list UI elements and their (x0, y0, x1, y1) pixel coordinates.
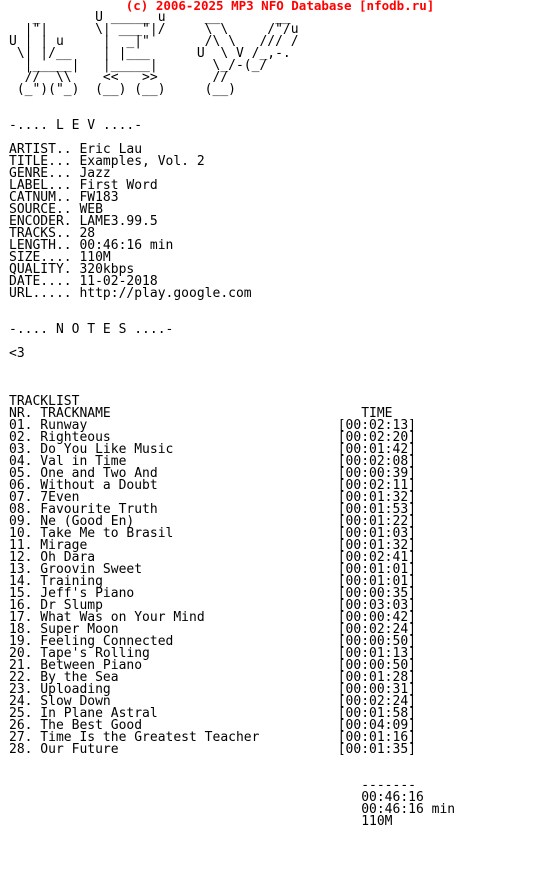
nfo-line (9, 336, 455, 348)
nfo-line: SIZE.... 110M (9, 250, 111, 265)
nfo-line: CATNUM.. FW183 (9, 190, 119, 205)
nfo-line: 12. Oh Dara [00:02:41] (9, 550, 416, 565)
nfo-line (9, 372, 455, 384)
nfo-line: GENRE... Jazz (9, 166, 111, 181)
nfo-line: 21. Between Piano [00:00:50] (9, 658, 416, 673)
nfo-line: // \\ << >> // (9, 70, 229, 85)
nfo-line: 10. Take Me to Brasil [00:01:03] (9, 526, 416, 541)
nfo-line: (_")("_) (__) (__) (__) (9, 82, 236, 97)
nfo-line: U | | u | _|" /\ \ /// / (9, 34, 299, 49)
nfo-line: 28. Our Future [00:01:35] (9, 742, 416, 757)
nfo-line: 08. Favourite Truth [00:01:53] (9, 502, 416, 517)
nfo-line: LENGTH.. 00:46:16 min (9, 238, 174, 253)
site-header: (c) 2006-2025 MP3 NFO Database [nfodb.ru] (125, 0, 435, 13)
nfo-line: 27. Time Is the Greatest Teacher [00:01:16] (9, 730, 416, 745)
nfo-line: 23. Uploading [00:00:31] (9, 682, 416, 697)
nfo-line: 09. Ne (Good En) [00:01:22] (9, 514, 416, 529)
nfo-line: 25. In Plane Astral [00:01:58] (9, 706, 416, 721)
nfo-line: 02. Righteous [00:02:20] (9, 430, 416, 445)
nfo-line (9, 360, 455, 372)
nfo-line: TITLE... Examples, Vol. 2 (9, 154, 205, 169)
nfo-line: 15. Jeff's Piano [00:00:35] (9, 586, 416, 601)
nfo-line: 01. Runway [00:02:13] (9, 418, 416, 433)
nfo-line: 00:46:16 min (9, 802, 456, 817)
nfo-line: LABEL... First Word (9, 178, 158, 193)
nfo-line: <3 (9, 346, 25, 361)
nfo-line: ARTIST.. Eric Lau (9, 142, 143, 157)
nfo-line: 26. The Best Good [00:04:09] (9, 718, 416, 733)
nfo-text (9, 12, 455, 828)
nfo-line: 14. Training [00:01:01] (9, 574, 416, 589)
nfo-line: |_____| |_____| \_/-(_/ (9, 58, 268, 73)
nfo-line: 04. Val in Time [00:02:08] (9, 454, 416, 469)
nfo-line: 03. Do You Like Music [00:01:42] (9, 442, 416, 457)
nfo-line: _ U _____ u __ __ (9, 10, 291, 25)
nfo-line: 13. Groovin Sweet [00:01:01] (9, 562, 416, 577)
nfo-line: \| |/__ | |___ U \ V /_,-. (9, 46, 291, 61)
nfo-line: 07. 7Even [00:01:32] (9, 490, 416, 505)
nfo-line: 19. Feeling Connected [00:00:50] (9, 634, 416, 649)
nfo-line: SOURCE.. WEB (9, 202, 103, 217)
nfo-line: NR. TRACKNAME TIME (9, 406, 393, 421)
nfo-line: ------- (9, 778, 416, 793)
nfo-line: TRACKS.. 28 (9, 226, 96, 241)
nfo-line: DATE.... 11-02-2018 (9, 274, 158, 289)
nfo-line: URL..... http://play.google.com (9, 286, 252, 301)
nfo-line: ENCODER. LAME3.99.5 (9, 214, 158, 229)
nfo-line: 06. Without a Doubt [00:02:11] (9, 478, 416, 493)
nfo-line: -.... L E V ....- (9, 118, 143, 133)
nfo-line: 18. Super Moon [00:02:24] (9, 622, 416, 637)
nfo-line: 24. Slow Down [00:02:24] (9, 694, 416, 709)
nfo-line: 17. What Was on Your Mind [00:00:42] (9, 610, 416, 625)
nfo-line: 05. One and Two And [00:00:39] (9, 466, 416, 481)
nfo-line (9, 756, 455, 768)
nfo-line: 16. Dr Slump [00:03:03] (9, 598, 416, 613)
nfo-line: 110M (9, 814, 393, 829)
nfo-line: TRACKLIST (9, 394, 80, 409)
nfo-line: |"| \| ___"|/ \ \ /"/u (9, 22, 299, 37)
nfo-line: 11. Mirage [00:01:32] (9, 538, 416, 553)
nfo-line (9, 96, 455, 108)
nfo-line (9, 300, 455, 312)
nfo-line: 22. By the Sea [00:01:28] (9, 670, 416, 685)
nfo-line: -.... N O T E S ....- (9, 322, 174, 337)
nfo-line: 20. Tape's Rolling [00:01:13] (9, 646, 416, 661)
nfo-line: QUALITY. 320kbps (9, 262, 135, 277)
nfo-line: 00:46:16 (9, 790, 424, 805)
